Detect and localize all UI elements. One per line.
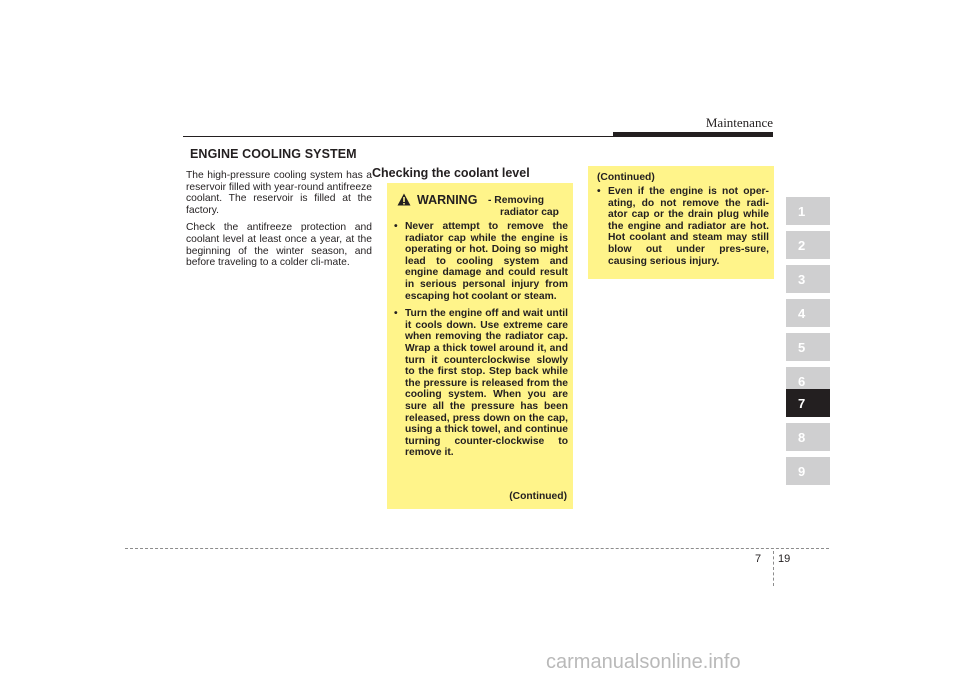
list-item: [394, 308, 568, 459]
bullet-icon: •: [394, 221, 398, 232]
continued-label: (Continued): [509, 491, 567, 502]
chapter-tab[interactable]: 9: [786, 457, 830, 485]
warning-box: [387, 183, 573, 509]
chapter-tab[interactable]: 5: [786, 333, 830, 361]
chapter-tab[interactable]: 6: [786, 367, 830, 395]
subheading: Checking the coolant level: [372, 166, 530, 180]
warning-label: WARNING: [417, 193, 478, 207]
watermark: carmanualsonline.info: [546, 651, 741, 673]
chapter-tab[interactable]: 3: [786, 265, 830, 293]
body-paragraph: Check the antifreeze protection and coolant level at least once a year, at the beginning of the winter season, and before traveling to a colder cli-mate.: [186, 222, 372, 269]
continued-box: [588, 166, 774, 279]
footer-rule: [125, 548, 829, 549]
warning-subtitle: radiator cap: [500, 207, 559, 218]
list-item-text: Never attempt to remove the radiator cap while the engine is operating or hot. Doing so might lead to cooling system and engine damage and could result in serious personal injury from escaping hot coolant or steam.: [405, 221, 568, 302]
section-title: ENGINE COOLING SYSTEM: [190, 147, 357, 161]
bullet-icon: •: [394, 308, 398, 320]
page-section: 7: [755, 553, 762, 565]
page-number: 19: [778, 553, 791, 565]
header-rule-accent: [613, 132, 773, 137]
chapter-tab-active[interactable]: 7: [786, 389, 830, 417]
chapter-tab[interactable]: 2: [786, 231, 830, 259]
chapter-tab[interactable]: 4: [786, 299, 830, 327]
chapter-tab[interactable]: 8: [786, 423, 830, 451]
body-text: [186, 170, 372, 275]
warning-list: [394, 221, 568, 465]
header-rule: [183, 136, 613, 137]
continued-heading: (Continued): [597, 172, 655, 183]
warning-triangle-icon: [397, 193, 411, 206]
bullet-icon: •: [597, 186, 601, 197]
continued-list: [597, 186, 769, 273]
header-title: Maintenance: [705, 115, 773, 130]
footer-divider: [773, 551, 774, 586]
body-paragraph: The high-pressure cooling system has a reservoir filled with year-round antifreeze coolant. The reservoir is filled at the factory.: [186, 170, 372, 216]
chapter-tab[interactable]: 1: [786, 197, 830, 225]
list-item-text: Even if the engine is not oper-ating, do not remove the radi-ator cap or the drain plug while the engine and radiator are hot. Hot coolant and steam may still blow out under pres-sure, causing serious injury.: [608, 186, 769, 267]
list-item-text: Turn the engine off and wait until it cools down. Use extreme care when removing the radiator cap. Wrap a thick towel around it, and turn it counterclockwise slowly to the first stop. Step back while the pressure is released from the cooling system. When you are sure all the pressure has been released, press down on the cap, using a thick towel, and continue turning counter-clockwise to remove it.: [405, 308, 568, 459]
list-item: [394, 221, 568, 302]
warning-subtitle: - Removing: [488, 195, 545, 206]
list-item: [597, 186, 769, 267]
